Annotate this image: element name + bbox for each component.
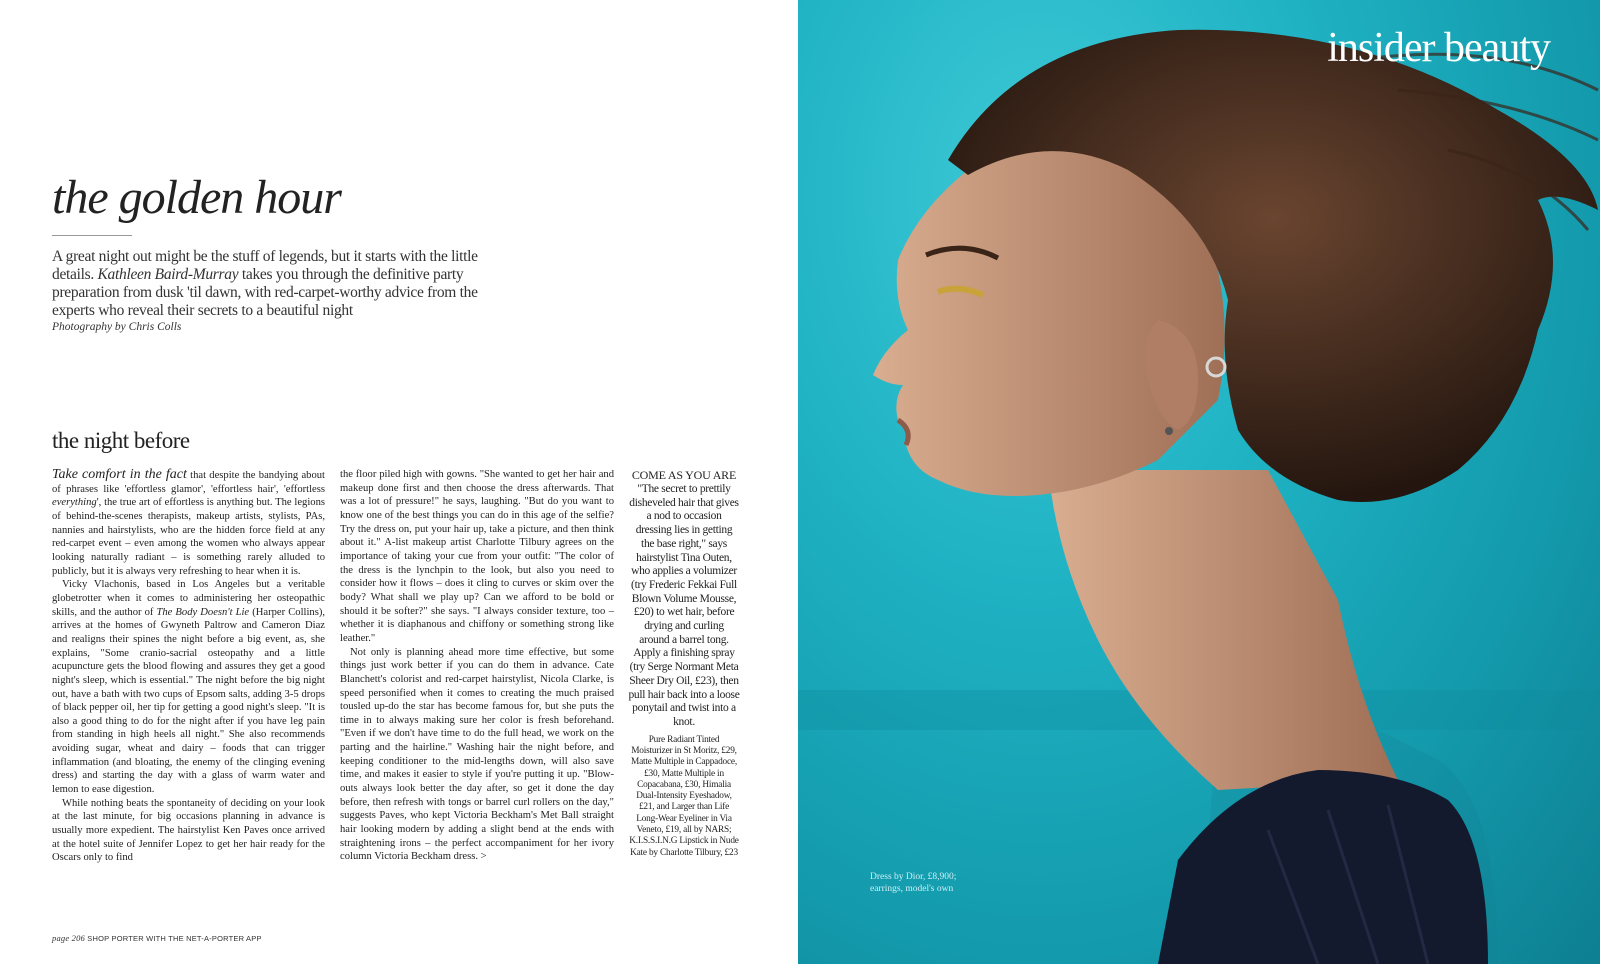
paragraph: While nothing beats the spontaneity of deciding on your look at the last minute, for big occasions planning in advance is usually more expedient. The hairstylist Ken Paves once arrived at the hotel suite of Jennifer Lopez to get her hair ready for the Oscars only to find [52, 797, 325, 864]
right-page-photo [798, 0, 1600, 964]
text-run: that despite the bandying about of phrases like 'effortless glamor', 'effortless hair', 'effortless [52, 470, 325, 495]
left-page [0, 0, 798, 964]
sidebar [628, 468, 740, 859]
page-number: page 206 [52, 933, 85, 943]
photo-credit: Photography by Chris Colls [52, 321, 182, 333]
photo-caption: Dress by Dior, £8,900; earrings, model's own [870, 872, 957, 894]
section-kicker: insider beauty [1327, 25, 1550, 71]
text-run: Vicky Vlachonis, based in Los Angeles but a veritable globetrotter when it comes to administering her osteopathic skills, and the author of [52, 579, 325, 618]
sidebar-heading: COME AS YOU ARE [631, 468, 737, 482]
standfirst [52, 248, 482, 320]
paragraph [52, 578, 325, 797]
body-column-1 [52, 468, 325, 865]
section-heading: the night before [52, 428, 190, 453]
title-rule [52, 235, 132, 236]
dress-shape [1158, 770, 1488, 964]
neck-shape [1048, 470, 1398, 790]
paragraph: the floor piled high with gowns. "She wanted to get her hair and makeup done first and then choose the dress afterwards. That was a lot of pressure!" he says, laughing. "But do you want to know one of the best things you can do in this age of the selfie? Try the dress on, put your hair up, take a picture, and then think about it." A-list makeup artist Charlotte Tilbury agrees on the importance of taking your cue from your outfit: "The color of the dress is the lynchpin to the look, but also you need to consider how it flows – does it cling to curves or skim over the body? What shall we play up? Can we afford to be bold or should it be softer?" she says. "I always consider texture, too – whether it is diaphanous and chiffony or something strong like leather." [340, 469, 614, 644]
paragraph [52, 468, 325, 578]
standfirst-text: A great night out might be the stuff of legends, but it starts with the little details. [52, 248, 478, 283]
paragraph: Not only is planning ahead more time effective, but some things just work better if you can do them in advance. Cate Blanchett's colorist and red-carpet hairstylist, Nicola Clarke, is speed personified when it comes to creating the much praised tousled up-do the star has become famous for, but she puts the time in to always making sure her color is fresh beforehand. "Even if we don't have time to do the full head, we work on the parting and the hairline." Washing hair the night before, and keeping conditioner to the mid-lengths down, will also save time, and makes it easier to style if you're putting it up. "Blow-outs always look better the day after, so get it done the day before, then refresh with tongs or barrel curl rollers on the day," suggests Paves, who kept Victoria Beckham's Met Ball straight hair looking modern by adding a slight bend at the ends with straightening irons – the perfect accompaniment for her ivory column Victoria Beckham dress. > [340, 646, 614, 863]
body-column-2 [340, 468, 614, 864]
product-credits: Pure Radiant Tinted Moisturizer in St Moritz, £29, Matte Multiple in Cappadoce, £30, Matte Multiple in Copacabana, £30, Himalia Dual-Intensity Eyeshadow, £21, and Larger than Life Long-Wear Eyeliner in Via Veneto, £19, all by NARS; K.I.S.S.I.N.G Lipstick in Nude Kate by Charlotte Tilbury, £23 [629, 734, 739, 858]
author-name: Kathleen Baird-Murray [97, 266, 239, 283]
text-run: ', the true art of effortless is anything but. The legions of behind-the-scenes therapists, makeup artists, stylists, PAs, nannies and hairstylists, who are the hidden force field at any red-carpet event – even among the women who always appear looking naturally radiant – is something rarely alluded to publicly, but it is always very refreshing to hear when it is. [52, 497, 325, 577]
lead-in: Take comfort in the fact [52, 467, 187, 482]
page-footer [52, 933, 262, 943]
article-title: the golden hour [52, 171, 341, 224]
portrait-illustration [798, 0, 1600, 964]
book-title: The Body Doesn't Lie [156, 606, 250, 618]
footer-text: SHOP PORTER WITH THE NET-A-PORTER APP [85, 934, 262, 943]
emphasis: everything [52, 497, 97, 509]
sidebar-text: "The secret to prettily disheveled hair that gives a nod to occasion dressing lies in getting the base right," says hairstylist Tina Outen, who applies a volumizer (try Frederic Fekkai Full Blown Volume Mousse, £20) to wet hair, before drying and curling around a barrel tong. Apply a finishing spray (try Serge Normant Meta Sheer Dry Oil, £23), then pull hair back into a loose ponytail and twist into a knot. [628, 483, 740, 728]
stud-earring-icon [1165, 427, 1173, 435]
text-run: (Harper Collins), arrives at the homes of Gwyneth Paltrow and Cameron Diaz and realigns their spines the night before a big event, as, she explains, "Some cranio-sacrial osteopathy and a little acupuncture gets the blood flowing and assures they get a good night's sleep, which is essential." The night before the big night out, have a bath with two cups of Epsom salts, adding 3-5 drops of black pepper oil, her tip for getting a good night's sleep. "It is also a good thing to do for the night after if you have leg pain from standing in high heels all night." She also recommends avoiding sugar, wheat and dairy – foods that can trigger inflammation (and bloating, the enemy of the clinging evening dress) and starting the day with a glass of warm water and lemon to ease digestion. [52, 606, 325, 796]
standfirst-text-end: takes you through the definitive party preparation from dusk 'til dawn, with red-carpet-worthy advice from the experts who reveal their secrets to a beautiful night [52, 266, 478, 319]
